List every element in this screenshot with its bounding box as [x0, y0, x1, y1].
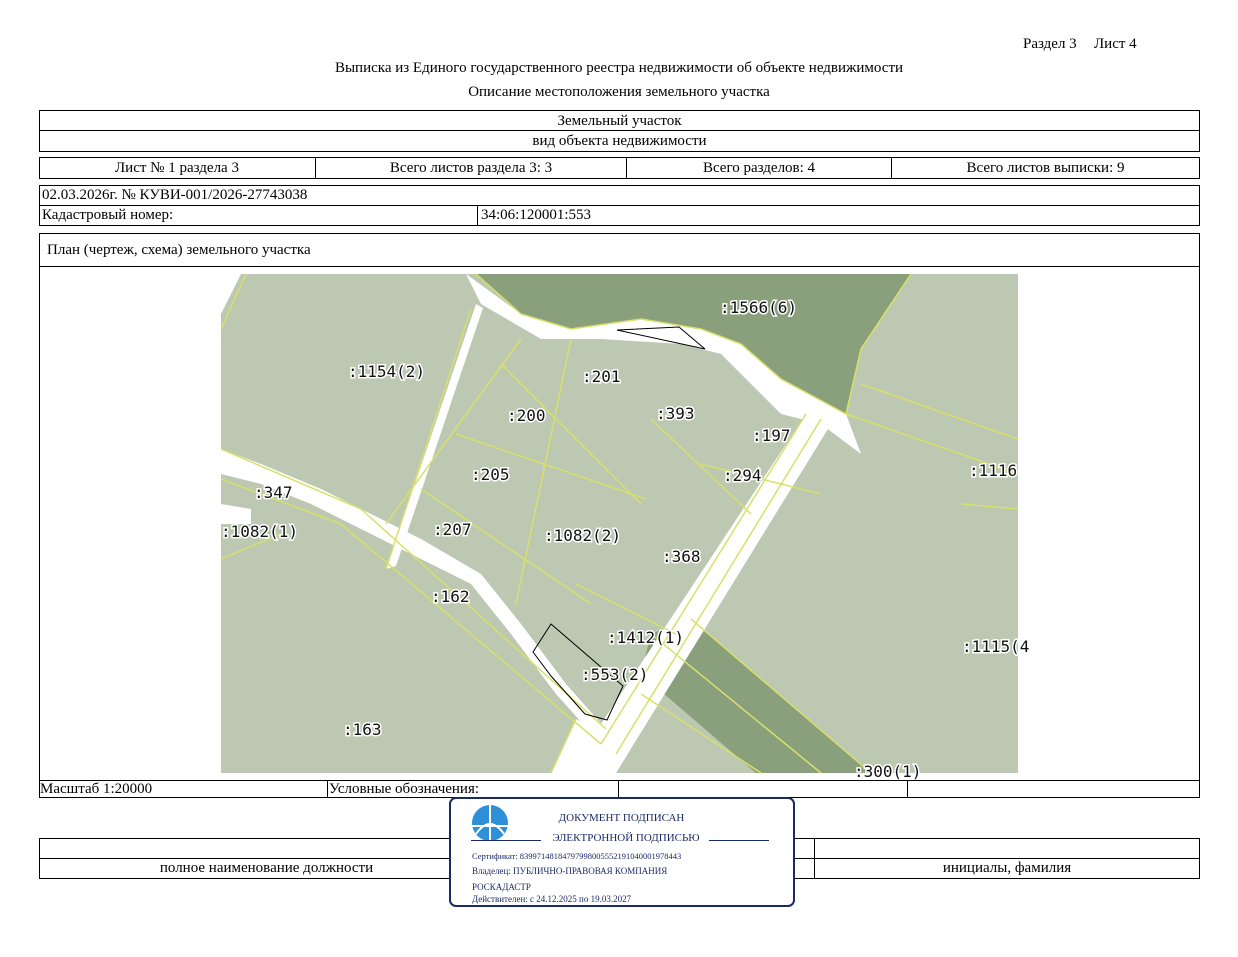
total-sections: Всего разделов: 4 [702, 159, 816, 176]
e-signature-stamp [449, 797, 795, 907]
sheet-label: Лист 4 [1094, 36, 1137, 52]
object-type-caption: вид объекта недвижимости [532, 132, 707, 149]
cadastral-number: 34:06:120001:553 [481, 207, 592, 223]
stamp-certificate: Сертификат: 839971481847979980055521910400019784​43 [472, 851, 682, 861]
stamp-validity: Действителен: с 24.12.2025 по 19.03.2027 [472, 894, 632, 904]
label-294: :294 [723, 466, 762, 485]
stamp-owner-line-1: Владелец: ПУБЛИЧНО-ПРАВОВАЯ КОМПАНИЯ [472, 866, 668, 876]
map-scale: Масштаб 1:20000 [40, 780, 153, 797]
label-368: :368 [662, 547, 701, 566]
label-393: :393 [656, 404, 695, 423]
position-caption: полное наименование должности [159, 860, 374, 876]
label-207: :207 [433, 520, 472, 539]
object-type: Земельный участок [557, 112, 682, 129]
label-1082-2: :1082(2) [544, 526, 622, 545]
total-extract-sheets: Всего листов выписки: 9 [966, 159, 1125, 176]
label-163: :163 [343, 720, 382, 739]
label-1566: :1566(6) [720, 298, 798, 317]
stamp-owner-line-2: РОСКАДАСТР [472, 882, 531, 892]
label-347: :347 [254, 483, 293, 502]
label-553: :553(2) [581, 665, 649, 684]
label-197: :197 [752, 426, 791, 445]
record-date-number: 02.03.2026г. № КУВИ-001/2026-27743038 [42, 187, 308, 203]
name-caption: инициалы, фамилия [942, 860, 1072, 876]
label-1154: :1154(2) [348, 362, 426, 381]
total-section-sheets: Всего листов раздела 3: 3 [389, 159, 553, 176]
legend-label: Условные обозначения: [329, 780, 480, 797]
document-title: Выписка из Единого государственного реестра недвижимости об объекте недвижимости [334, 60, 904, 76]
label-205: :205 [471, 465, 510, 484]
label-1082-1: :1082(1) [221, 522, 299, 541]
plan-title: План (чертеж, схема) земельного участка [47, 242, 311, 258]
section-label: Раздел 3 [1023, 36, 1077, 52]
label-201: :201 [582, 367, 621, 386]
stamp-line-1: ДОКУМЕНТ ПОДПИСАН [558, 812, 685, 824]
document-subtitle: Описание местоположения земельного участка [468, 84, 770, 100]
label-200: :200 [507, 406, 546, 425]
map-svg [221, 274, 1030, 781]
label-162: :162 [431, 587, 470, 606]
cadastral-map [221, 274, 1030, 781]
sheet-number: Лист № 1 раздела 3 [115, 159, 239, 176]
cadastral-label: Кадастровый номер: [42, 207, 174, 223]
label-1116: :1116 [969, 461, 1018, 480]
stamp-line-2: ЭЛЕКТРОННОЙ ПОДПИСЬЮ [552, 832, 700, 844]
label-1412: :1412(1) [607, 628, 685, 647]
label-300: :300(1) [854, 762, 922, 781]
label-1115: :1115(4 [962, 637, 1030, 656]
